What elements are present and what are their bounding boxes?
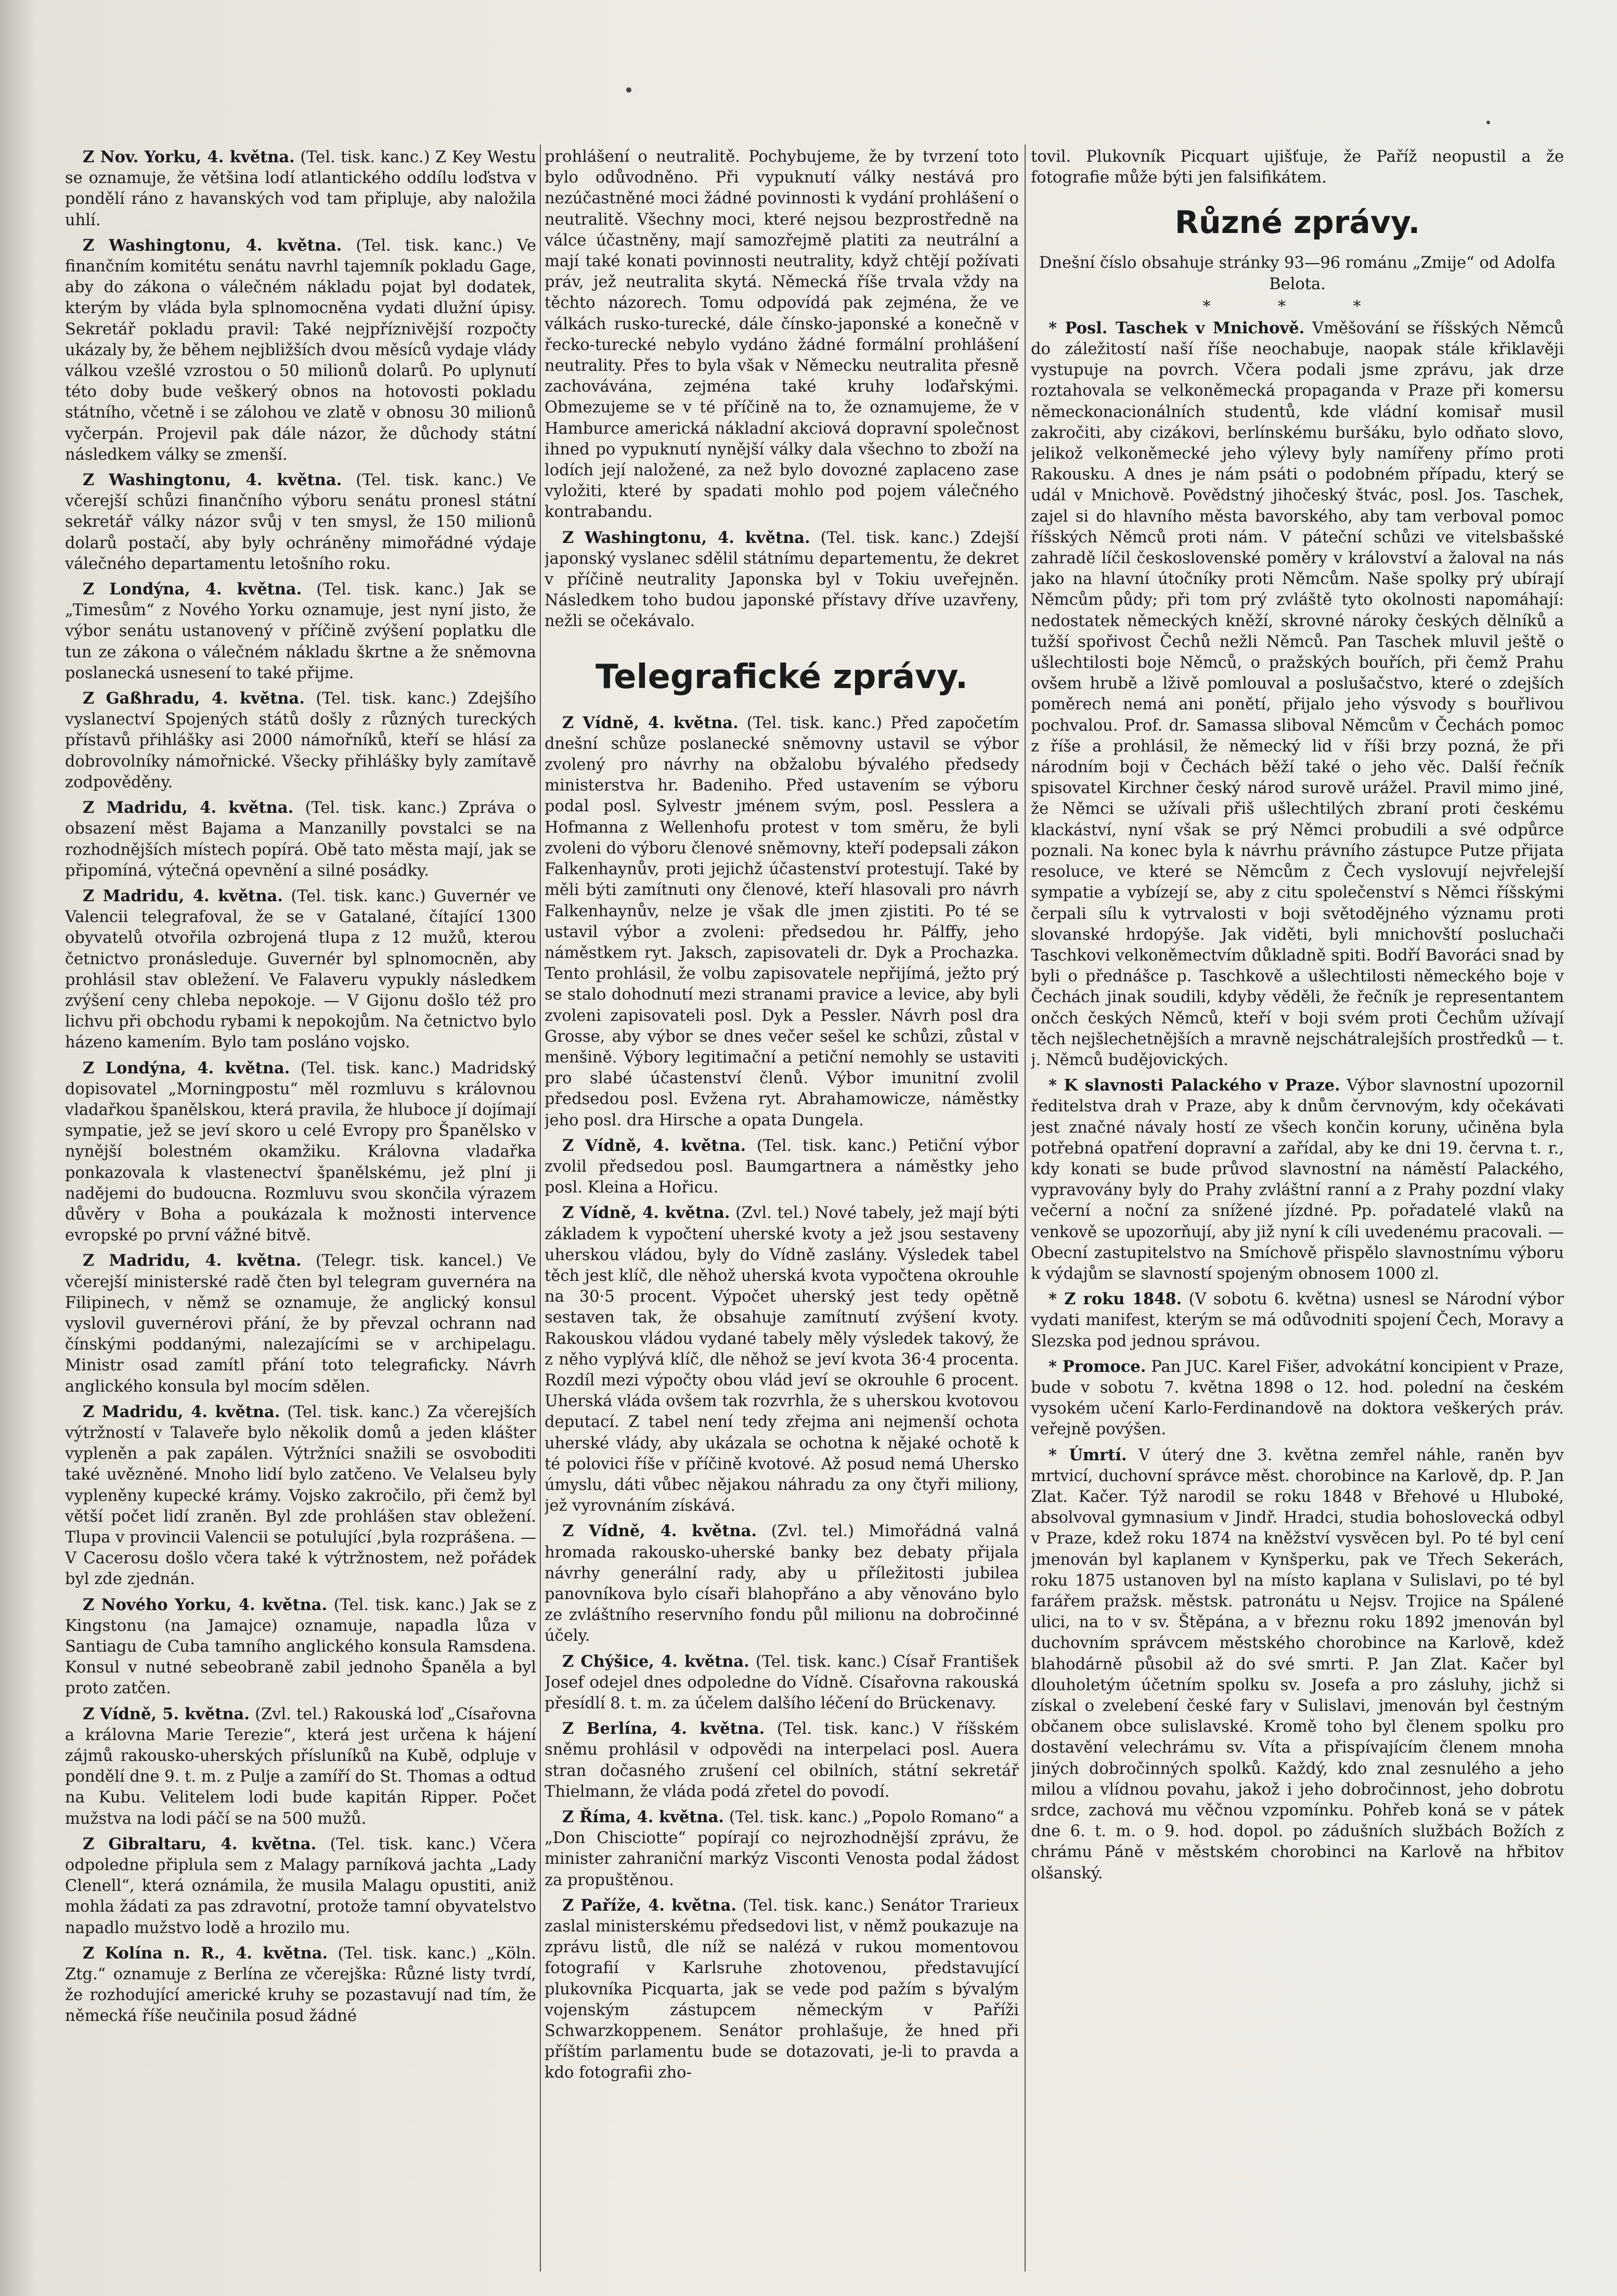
news-text: (Tel. tisk. kanc.) Jak se „Timesům“ z Nového Yorku oznamuje, jest nyní jisto, že výbor senátu ustanovený v příčině zvýšení poplatku dle tun ze zákona o válečném nákladu škrtne a že sněmovna poslanecká usnesení to také přijme. (65, 580, 536, 682)
section-divider-stars: * * * (1202, 297, 1392, 316)
news-text: (Tel. tisk. kanc.) Císař František Josef odejel dnes odpoledne do Vídně. Císařovna rakouská přesídlí 8. t. m. za účelem dalšího léčení do Brückenavy. (545, 1652, 1019, 1713)
news-item (65, 1943, 536, 2027)
section-headline-misc-news: Různé zprávy. (1174, 204, 1420, 241)
dateline: Z Říma, 4. května. (562, 1808, 724, 1827)
dateline: Z Nov. Yorku, 4. května. (83, 148, 295, 166)
news-text: (Tel. tisk. kanc.) Ve včerejší schůzi finančního výboru senátu pronesl státní sekretář války názor svůj v ten smysl, že 150 milionů dolarů postačí, aby byly ochráněny mimořádné výdaje válečného departamentu letošního roku. (65, 471, 536, 573)
news-item (545, 147, 1019, 523)
column-rule (1025, 145, 1026, 2272)
news-item (545, 712, 1019, 1131)
news-item (1031, 1289, 1564, 1352)
news-item (65, 1594, 536, 1700)
column-2-articles-bottom (545, 712, 1019, 2084)
dateline: Z Nového Yorku, 4. května. (83, 1595, 328, 1614)
news-item (65, 579, 536, 684)
news-text: (Tel. tisk. kanc.) Zdejšího vyslanectví Spojených států došly z různých tureckých přístavů přihlášky asi 2000 námořníků, kteří se hlásí za dobrovolníky námořnické. Všecky přihlášky byly zamítavě zodpověděny. (65, 690, 536, 792)
news-item (545, 1895, 1019, 2084)
dateline: * Úmrtí. (1049, 1445, 1127, 1464)
news-item (65, 235, 536, 465)
dateline: * Posl. Taschek v Mnichově. (1049, 318, 1305, 338)
news-text: (Tel. tisk. kanc.) Zdejší japonský vyslanec sdělil státnímu departementu, že dekret v příčině neutrality Japonska byl v Tokiu uveřejněn. Následkem toho budou japonské přístavy dříve uzavřeny, nežli se očekávalo. (545, 528, 1019, 631)
news-item (1031, 1445, 1564, 1884)
dateline: Z Londýna, 4. května. (83, 580, 302, 599)
news-item (65, 1704, 536, 1830)
news-text: (Zvl. tel.) Mimořádná valná hromada rakousko-uherské banky bez debaty přijala návrhy generální rady, aby u příležitosti jubilea panovníkova bylo císaři blahopřáno a aby věnováno bylo ze zvláštního reservního fondu půl milionu na dobročinné účely. (545, 1522, 1019, 1645)
dateline: Z Washingtonu, 4. května. (562, 528, 810, 547)
news-item (545, 1202, 1019, 1516)
dateline: * Z roku 1848. (1049, 1290, 1182, 1309)
serial-notice: Dnešní číslo obsahuje stránky 93—96 románu „Zmije“ od Adolfa Belota. (1039, 254, 1556, 293)
news-text: (Tel. tisk. kanc.) „Popolo Romano“ a „Don Chisciotte“ popírají co nejrozhodnější zprávu, že minister zahraniční markýz Visconti Venosta podal žádost za propuštěnou. (545, 1808, 1019, 1889)
news-item (65, 797, 536, 881)
news-text: (Tel. tisk. kanc.) Guvernér ve Valencii telegrafoval, že se v Gatalané, čítající 1300 obyvatelů otvořila ozbrojená tlupa z 12 mužů, kterou četnictvo pronásleduje. Guvernér byl splnomocněn, aby prohlásil stav obležení. Ve Falaveru vypukly následkem zvýšení ceny chleba nepokoje. — V Gijonu došlo též pro lichvu při obchodu rybami k nepokojům. Na četnictvo bylo házeno kamením. Bylo tam posláno vojsko. (65, 887, 536, 1052)
column-2 (545, 147, 1019, 2268)
dateline: Z Vídně, 4. května. (562, 1136, 746, 1155)
dateline: Z Gaßhradu, 4. května. (83, 689, 305, 708)
news-text: (Zvl. tel.) Rakouská loď „Císařovna a královna Marie Terezie“, která jest určena k hájení zájmů rakousko-uherských přísluníků na Kubě, odpluje v pondělí dne 9. t. m. z Pulje a zamíří do St. Thomas a odtud na Kubu. Velitelem lodi bude kapitán Ripper. Počet mužstva na lodi páčí se na 500 mužů. (65, 1705, 536, 1828)
dateline: Z Vídně, 4. května. (562, 713, 739, 732)
dateline: * Promoce. (1049, 1357, 1146, 1376)
news-item (65, 1250, 536, 1397)
news-item (545, 527, 1019, 632)
news-text: (Tel. tisk. kanc.) Za včerejších výtržností v Talaveře bylo několik domů a jeden klášter vypleněn a pak zapálen. Výtržníci snažili se osvoboditi také uvězněné. Mnoho lidí bylo zatčeno. Ve Velalseu byly vypleněny kupecké krámy. Vojsko zakročilo, při čemž byl větší počet lidí zraněn. Byl zde prohlášen stav obležení. Tlupa v provincii Valencii se potulující ,byla rozprášena. — V Cacerosu došlo včera také k výtržnostem, než pořádek byl zde zjednán. (65, 1403, 536, 1589)
dateline: Z Berlína, 4. května. (562, 1719, 765, 1739)
page-edge-shadow (0, 0, 36, 2296)
column-3 (1031, 147, 1564, 2268)
news-text: Výbor slavnostní upozornil ředitelstva drah v Praze, aby k dnům červnovým, kdy očekávati jest značné návaly hostí ze všech končin koruny, učiněna byla potřebná opatření dopravní a zařídal, aby ke dni 19. června t. r., kdy konati se bude průvod slavnostní na náměstí Palackého, vypravovány byly do Prahy zvláštní ranní a z Prahy pozdní vlaky večerní a noční za snížené jízdné. Pp. pořadatelé vlaků na venkově se upozorňují, aby již nyní k cíli uvedenému pracovali. — Obecní zastupitelstvo na Smíchově přispělo slavnostnímu výboru k výdajům se slavností spojeným obnosem 1000 zl. (1031, 1076, 1564, 1283)
news-text: (Telegr. tisk. kancel.) Ve včerejší ministerské radě čten byl telegram guvernéra na Filipinech, v němž se oznamuje, že anglický konsul vyslovil guvernérovi přání, že by převzal ochrann nad čínskými poddanými, nalezajícími se v archipelagu. Ministr osad zamítl přání toto telegraficky. Návrh anglického konsula byl mocím sdělen. (65, 1252, 536, 1396)
news-item (65, 688, 536, 793)
news-text: Vměšování se říšských Němců do záležitostí naší říše neochabuje, naopak stále křiklavěji vystupuje na povrch. Včera podali jsme zprávu, jak drze roztahovala se velkoněmecká propaganda v Praze při komersu německonacionálních studentů, kde vládní komisař musil zakročiti, aby cizákovi, berlínskému buršáku, bylo odňato slovo, jelikož velkoněmecké jeho výlevy byly namířeny přímo proti Rakousku. A dnes je nám psáti o podobném případu, který se udál v Mnichově. Povědstný jihočeský štvác, posl. Jos. Taschek, zajel si do hlavního města bavorského, aby tam verboval pomoc říšských Němců proti nám. V páteční schůzi ve vitelsbašské zahradě líčil československé poměry v království a žaloval na nás jako na hlavní útočníky proti Němcům. Naše spolky prý ubírají Němcům půdy; při tom prý zvláště tyto okolnosti napomáhají: nedostatek německých kněží, skrovné nároky českých dělníků a tužší spořivost Čechů nežli Němců. Pan Taschek mluvil ještě o ušlechtilosti boje Němců, o pražských bouřích, při čemž Prahu ovšem hrubě a lživě pomlouval a poslušačstvo, které o zdejších poměrech nemá ani ponětí, přijalo jeho výsvody s bouřlivou pochvalou. Prof. dr. Samassa sliboval Němcům v Čechách pomoc z říše a prohlásil, že německý lid v říši brzy pozná, že při národním boji v Čechách běží také o jeho věc. Další řečník spisovatel Kirchner český národ surově urážel. Pravil mimo jiné, že Němci se užívali přiš ušlechtilých zbraní proti českému klackáství, nyní však se prý Němci probudili a své odpůrce poznali. Na konec byla k návrhu právního zástupce Putze přijata resoluce, ve které se Němcům z Čech vyslovují nejvřelejší sympatie a vybízejí se, aby z citu společenství s Němci říšskými čerpali sílu k vytrvalosti v boji světodějného významu proti slovanské hrdopýše. Jak viděti, byli mnichovští posluchači Taschkovi velkoněmectvím důkladně spiti. Bodří Bavoráci snad by byli o přednášce p. Taschkově a ušlechtilosti německého boje v Čechách jinak soudili, kdyby věděli, že řečník je representantem ončch českých Němců, kteří v boji svém proti Čechům užívají těch nejšlechetnějších a mravně nejschátralejších prostředků — t. j. Němců budějovických. (1031, 319, 1564, 1069)
dateline: Z Vídně, 4. května. (562, 1522, 757, 1541)
column-3-articles-bottom (1031, 318, 1564, 1884)
dateline: Z Paříže, 4. května. (562, 1896, 736, 1915)
news-item (65, 1834, 536, 1939)
ink-speck (1486, 121, 1490, 124)
news-item (545, 1521, 1019, 1646)
dateline: Z Londýna, 4. května. (83, 1058, 290, 1078)
news-item (65, 1402, 536, 1590)
news-text: (Tel. tisk. kanc.) Včera odpoledne připlula sem z Malagy parníková jachta „Lady Clenell“, která oznámila, že musila Malagu opustiti, aniž mohla žádati za pas zdravotní, protože tamní obyvatelstvo napadlo mužstvo lodě a hrozilo mu. (65, 1835, 536, 1937)
ink-speck (626, 87, 631, 93)
column-2-articles-top (545, 147, 1019, 632)
section-headline-telegrams: Telegrafické zprávy. (595, 657, 968, 696)
dateline: Z Madridu, 4. května. (83, 1402, 280, 1421)
dateline: Z Chýšice, 4. května. (562, 1652, 749, 1671)
news-item (65, 147, 536, 231)
news-item (65, 886, 536, 1054)
dateline: Z Madridu, 4. května. (83, 798, 294, 818)
dateline: Z Kolína n. R., 4. května. (83, 1943, 328, 1963)
column-rule (540, 145, 541, 2272)
column-1 (65, 147, 536, 2268)
news-item (545, 1807, 1019, 1891)
dateline: Z Washingtonu, 4. května. (83, 471, 342, 490)
news-text: (Tel. tisk. kanc.) „Köln. Ztg.“ oznamuje z Berlína ze včerejška: Různé listy tvrdí, že rozhodující americké kruhy se pozastavují nad tím, že německá říše neučinila posud žádné (65, 1944, 536, 2026)
news-text: Pan JUC. Karel Fišer, advokátní koncipient v Praze, bude v sobotu 7. května 1898 o 12. hod. polední na českém vysokém učení Karlo-Ferdinandově na doktora veškerých práv. veřejně povýšen. (1031, 1357, 1564, 1439)
news-text: (Tel. tisk. kanc.) Ve finančním komitétu senátu navrhl tajemník pokladu Gage, aby do zákona o válečném nákladu pojat byl dodatek, kterým by vláda byla splnomocněna vydati dlužní úpisy. Sekretář pokladu pravil: Také nejpříznivější rozpočty ukázaly by, že během nejbližších dvou měsíců vydaje vlády válkou vzešlé vzrostou o 50 milionů dolarů. Po uplynutí této doby bude veškerý obnos na hotovosti pokladu státního, včetně i se zálohou ve zlatě v obnosu 30 milionů vyčerpán. Projevil pak dále názor, že důchody státní následkem války se zmenší. (65, 236, 536, 464)
news-item (545, 1651, 1019, 1715)
news-item (1031, 1075, 1564, 1285)
news-text: (Tel. tisk. kanc.) Zpráva o obsazení měst Bajama a Manzanilly povstalci se na rozhodnějších místech popírá. Obě tato města mají, jak se připomíná, výtečná opevnění a silné posádky. (65, 799, 536, 880)
news-text: (Tel. tisk. kanc.) V říšském sněmu prohlásil v odpovědi na interpelaci posl. Auera stran dočasného zrušení cel obilních, státní sekretář Thielmann, že vláda podá zřetel do povodí. (545, 1720, 1019, 1801)
news-text: tovil. Plukovník Picquart ujišťuje, že Paříž neopustil a že fotografie může býti jen falsifikátem. (1031, 148, 1564, 187)
news-text: (Tel. tisk. kanc.) Z Key Westu se oznamuje, že většina lodí atlantického oddílu loďstva v pondělí ráno z havanských vod tam připluje, aby naložila uhlí. (65, 148, 536, 229)
news-text: prohlášení o neutralitě. Pochybujeme, že by tvrzení toto bylo odůvodněno. Při vypuknutí války nestává pro nezúčastněné moci žádné povinnosti k vydání prohlášení o neutralitě. Všechny moci, které nejsou bezprostředně na válce účastněny, mají samozřejmě platiti za neutrální a mají také konati povinnosti neutrality, když chtějí požívati práv, jež neutralita skytá. Německá říše trvala vždy na těchto názorech. Tomu odpovídá pak zejména, že ve válkách rusko-turecké, dále čínsko-japonské a konečně v řecko-turecké nebylo vydáno žádné formální prohlášení neutrality. Přes to byla však v Německu neutralita přesně zachovávána, zejména také kruhy loďařskými. Obmezujeme se v té příčině na to, že oznamujeme, že v Hamburce americká nákladní akciová dopravní společnost ihned po vypuknutí nynější války dala všechno to zboží na lodích její naložené, za než bylo dovozné zaplaceno zase vyložiti, které by spadati mohlo pod pojem válečného kontrabandu. (545, 148, 1019, 522)
dateline: Z Madridu, 4. května. (83, 1251, 302, 1270)
news-text: V úterý dne 3. května zemřel náhle, raněn byv mrtvicí, duchovní správce měst. chorobince na Karlově, dp. P. Jan Zlat. Kačer. Týž narodil se roku 1848 v Břehové u Hluboké, absolvoval gymnasium v Jindř. Hradci, studia bohoslovecká odbyl v Praze, kdež roku 1874 na kněžství vysvěcen byl. Po té byl cení jmenován byl kaplanem v Kynšperku, pak ve Třech Sekerách, roku 1875 ustanoven byl na místo kaplana v Sulislavi, po té byl farářem pražsk. městsk. patronátu u Nejsv. Trojice na Spálené ulici, na to v sv. Štěpána, a v březnu roku 1892 jmenován byl duchovním správcem městského chorobince na Karlově, kdež blahodárně působil až do své smrti. P. Jan Zlat. Kačer byl dlouholetým účetním spolku sv. Josefa a pro zásluhy, jichž si získal o zvelebení české fary v Sulislavi, jmenován byl čestným občanem obce sulislavské. Kromě toho byl členem spolku pro dostavění velechrámu sv. Víta a přispívajícím členem mnoha jiných dobročinných spolků. Každý, kdo znal zesnulého a jeho milou a vlídnou povahu, jakož i jeho dobročinnost, jeho dobrotu srdce, zachová mu věčnou vzpomínku. Pohřeb koná se v pátek dne 6. t. m. o 9. hod. dopol. po zádušních službách Božích z chrámu Páně v městském chorobinci na Karlově na hřbitov olšanský. (1031, 1446, 1564, 1883)
news-text: (Tel. tisk. kanc.) Madridský dopisovatel „Morningpostu“ měl rozmluvu s královnou vladařkou španělskou, která pravila, že hluboce jí dojímají sympatie, jež se jeví skoro u celé Evropy pro Španělsko v nynější bolestném okamžiku. Královna vladařka ponkazovala k vlastenectví španělskému, jež plní ji nadějemi do budoucna. Rozmluvu svou skončila výrazem důvěry v Boha a poukázala k možnosti intervence evropské po první vážné bitvě. (65, 1059, 536, 1245)
news-text: (Tel. tisk. kanc.) Senátor Trarieux zaslal ministerskému předsedovi list, v němž poukazuje na zprávu listů, dle níž se nalézá v rukou momentovou fotografií v Karlsruhe zhotovenou, představující plukovníka Picquarta, jak se vede pod pažím s bývalým vojenským zástupcem německým v Paříži Schwarzkoppenem. Senátor prohlašuje, že hned při příštím parlamentu bude se dotazovati, je-li to pravda a kdo fotografii zho- (545, 1896, 1019, 2082)
news-text: (Tel. tisk. kanc.) Před započetím dnešní schůze poslanecké sněmovny ustavil se výbor zvolený pro návrhy na obžalobu bývalého předsedy ministerstva hr. Badeniho. Před ustavením se výboru podal posl. Sylvestr jménem svým, posl. Pesslera a Hofmanna z Wellenhofu protest v tom směru, že byli zvoleni do výboru členové sněmovny, kteří podepsali zákon Falkenhaynův, proti jejichž účastenství protestují. Také by měli býti zamítnuti ony členové, kteří hlasovali pro návrh Falkenhaynův, nelze je však dle jmen zjistiti. Po té se ustavil výbor a zvoleni: předsedou hr. Pálffy, jeho náměstkem ryt. Jaksch, zapisovateli dr. Dyk a Prochazka. Tento prohlásil, že volbu zapisovatele nepřijímá, ježto prý se stalo dohodnutí mezi stranami pravice a levice, aby byli zvoleni zapisovateli posl. Dyk a Pessler. Návrh posl dra Grosse, aby výbor se dnes večer sešel ke schůzi, zůstal v menšině. Výbory legitimační a petiční nemohly se ustaviti pro slabé účastenství členů. Výbor imunitní zvolil předsedou posl. Evžena ryt. Abrahamowicze, náměstky jeho posl. dra Hirsche a opata Dungela. (545, 714, 1019, 1130)
news-text: (Zvl. tel.) Nové tabely, jež mají býti základem k vypočtení uherské kvoty a jež jsou sestaveny uherskou vládou, byly do Vídně zaslány. Výsledek tabel těch jest klíč, dle něhož uherská kvota vypočtena okrouhle na 30·5 procent. Výpočet uherský jest tedy opětně sestaven tak, že obsahuje zamítnutí zvýšení kvoty. Rakouskou vládou vydané tabely měly výsledek takový, že z něho vyplývá klíč, dle něhož se jeví kvota 36·4 procenta. Rozdíl mezi výpočty obou vlád jeví se okrouhle 6 procent. Uherská vláda ovšem tak rozvrhla, že s uherskou kvotovou deputací. Z tabel není tedy zřejma ani nejmenší ochota uherské vlády, aby ukázala se ochotna k nějaké ochotě k té polovici říše v příčině kvotové. Až posud nemá Uhersko úmyslu, dáti vůbec nějakou náhradu za ony čtyři miliony, jež vyrovnáním získává. (545, 1204, 1019, 1515)
news-text: (Tel. tisk. kanc.) Jak se z Kingstonu (na Jamajce) oznamuje, napadla lůza v Santiagu de Cuba tamního anglického konsula Ramsdena. Konsul v nutné sebeobraně zabil jednoho Španěla a byl proto zatčen. (65, 1595, 536, 1698)
news-item (65, 1058, 536, 1247)
column-3-articles-top (1031, 147, 1564, 188)
news-item (1031, 318, 1564, 1071)
dateline: Z Washingtonu, 4. května. (83, 236, 342, 255)
dateline: Z Madridu, 4. května. (83, 886, 283, 905)
dateline: Z Gibraltaru, 4. května. (83, 1834, 317, 1853)
dateline: Z Vídně, 4. května. (562, 1203, 730, 1223)
news-item (1031, 147, 1564, 188)
news-item (545, 1135, 1019, 1199)
news-item (1031, 1356, 1564, 1441)
dateline: * K slavnosti Palackého v Praze. (1049, 1076, 1340, 1095)
news-text: (Tel. tisk. kanc.) Petiční výbor zvolil předsedou posl. Baumgartnera a náměstky jeho posl. Kleina a Hořicu. (545, 1136, 1019, 1197)
news-text: (V sobotu 6. května) usnesl se Národní výbor vydati manifest, kterým se má odůvodniti spojení Čech, Moravy a Slezska pod jednou správou. (1031, 1290, 1564, 1351)
dateline: Z Vídně, 5. května. (83, 1704, 250, 1723)
news-item (545, 1718, 1019, 1802)
news-item (65, 470, 536, 575)
